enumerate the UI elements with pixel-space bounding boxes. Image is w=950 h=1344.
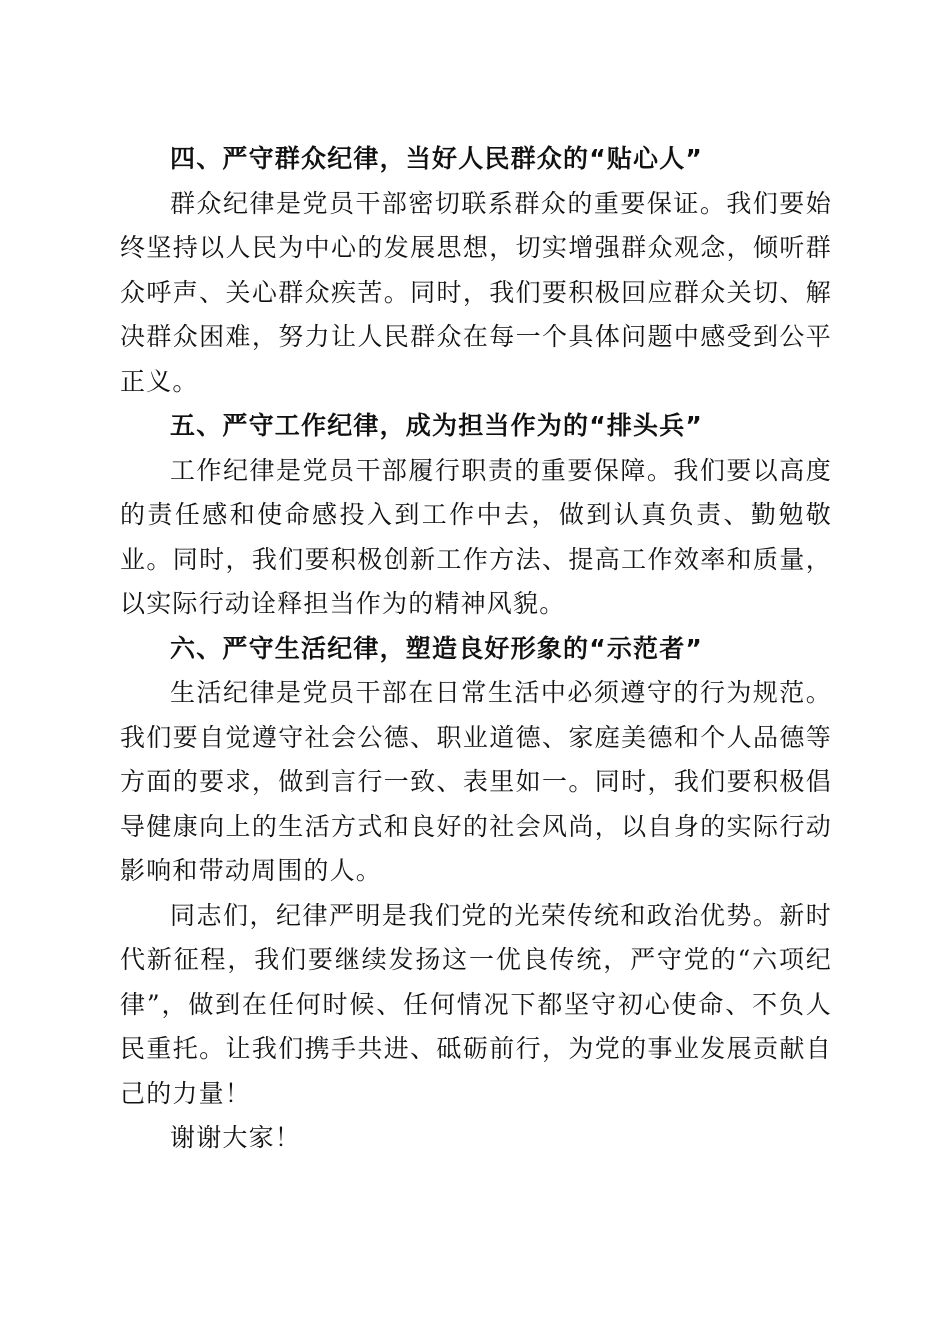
document-body [120,137,832,1161]
section-6-paragraph: 生活纪律是党员干部在日常生活中必须遵守的行为规范。我们要自觉遵守社会公德、职业道德、家庭美德和个人品德等方面的要求，做到言行一致、表里如一。同时，我们要积极倡导健康向上的生活方式和良好的社会风尚，以自身的实际行动影响和带动周围的人。 [120,678,832,885]
closing-paragraph: 同志们，纪律严明是我们党的光荣传统和政治优势。新时代新征程，我们要继续发扬这一优良传统，严守党的“六项纪律”，做到在任何时候、任何情况下都坚守初心使命、不负人民重托。让我们携手共进、砥砺前行，为党的事业发展贡献自己的力量！ [120,900,832,1108]
section-heading-5: 五、严守工作纪律，成为担当作为的“排头兵” [170,411,704,440]
section-5-paragraph: 工作纪律是党员干部履行职责的重要保障。我们要以高度的责任感和使命感投入到工作中去，做到认真负责、勤勉敬业。同时，我们要积极创新工作方法、提高工作效率和质量，以实际行动诠释担当作为的精神风貌。 [120,455,832,618]
section-heading-6: 六、严守生活纪律，塑造良好形象的“示范者” [170,633,704,663]
section-4-paragraph: 群众纪律是党员干部密切联系群众的重要保证。我们要始终坚持以人民为中心的发展思想，切实增强群众观念，倾听群众呼声、关心群众疾苦。同时，我们要积极回应群众关切、解决群众困难，努力让人民群众在每一个具体问题中感受到公平正义。 [120,188,832,396]
thanks-line: 谢谢大家！ [170,1123,302,1152]
section-heading-4: 四、严守群众纪律，当好人民群众的“贴心人” [170,144,704,173]
